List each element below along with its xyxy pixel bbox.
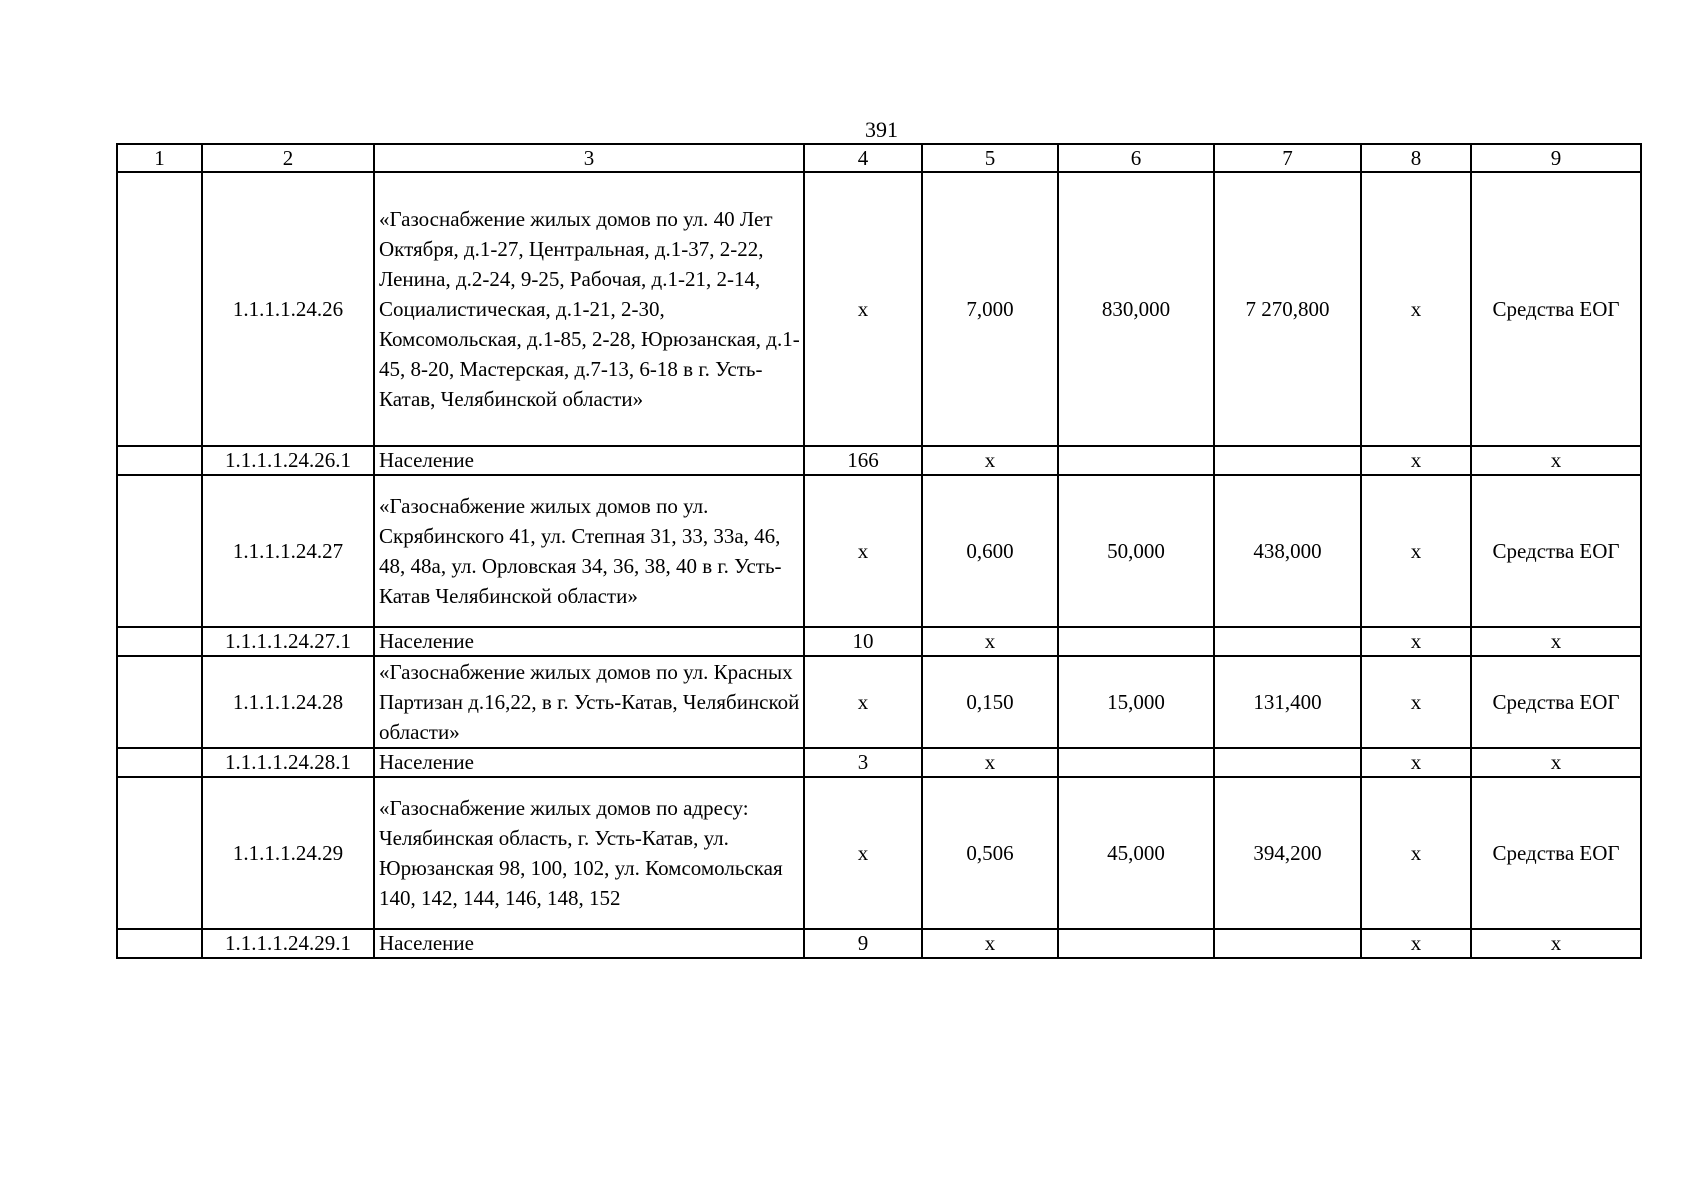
table-row: [117, 172, 1641, 446]
header-cell-9: 9: [1471, 144, 1641, 172]
col6-cell: 830,000: [1058, 172, 1214, 446]
funding-source-cell: Средства ЕОГ: [1471, 656, 1641, 748]
col6-cell: [1058, 748, 1214, 777]
col5-cell: х: [922, 929, 1058, 958]
header-row: [117, 144, 1641, 172]
description-cell: Население: [374, 748, 804, 777]
header-cell-5: 5: [922, 144, 1058, 172]
header-cell-6: 6: [1058, 144, 1214, 172]
col4-cell: 9: [804, 929, 922, 958]
col8-cell: х: [1361, 656, 1471, 748]
col7-cell: 394,200: [1214, 777, 1361, 929]
col7-cell: 7 270,800: [1214, 172, 1361, 446]
item-code-cell: 1.1.1.1.24.26.1: [202, 446, 374, 475]
item-code-cell: 1.1.1.1.24.27: [202, 475, 374, 627]
col5-cell: 0,506: [922, 777, 1058, 929]
col5-cell: 7,000: [922, 172, 1058, 446]
item-code-cell: 1.1.1.1.24.28: [202, 656, 374, 748]
item-code-cell: 1.1.1.1.24.28.1: [202, 748, 374, 777]
col5-cell: 0,600: [922, 475, 1058, 627]
col4-cell: х: [804, 777, 922, 929]
funding-source-cell: х: [1471, 929, 1641, 958]
description-cell: Население: [374, 929, 804, 958]
col4-cell: х: [804, 172, 922, 446]
col4-cell: 3: [804, 748, 922, 777]
table-row: [117, 748, 1641, 777]
description-cell: «Газоснабжение жилых домов по ул. Красных Партизан д.16,22, в г. Усть-Катав, Челябинской области»: [374, 656, 804, 748]
col8-cell: х: [1361, 446, 1471, 475]
description-cell: Население: [374, 627, 804, 656]
row-number-cell: [117, 748, 202, 777]
item-code-cell: 1.1.1.1.24.27.1: [202, 627, 374, 656]
header-cell-3: 3: [374, 144, 804, 172]
description-cell: Население: [374, 446, 804, 475]
col7-cell: 438,000: [1214, 475, 1361, 627]
funding-source-cell: Средства ЕОГ: [1471, 475, 1641, 627]
table-row: [117, 929, 1641, 958]
col5-cell: х: [922, 748, 1058, 777]
table-row: [117, 627, 1641, 656]
header-cell-4: 4: [804, 144, 922, 172]
item-code-cell: 1.1.1.1.24.26: [202, 172, 374, 446]
col6-cell: [1058, 446, 1214, 475]
funding-source-cell: х: [1471, 627, 1641, 656]
col6-cell: 15,000: [1058, 656, 1214, 748]
col8-cell: х: [1361, 777, 1471, 929]
row-number-cell: [117, 475, 202, 627]
funding-source-cell: Средства ЕОГ: [1471, 777, 1641, 929]
col8-cell: х: [1361, 748, 1471, 777]
col5-cell: х: [922, 446, 1058, 475]
col6-cell: 50,000: [1058, 475, 1214, 627]
funding-source-cell: х: [1471, 748, 1641, 777]
data-table: [116, 143, 1642, 959]
header-cell-2: 2: [202, 144, 374, 172]
col8-cell: х: [1361, 475, 1471, 627]
col4-cell: 10: [804, 627, 922, 656]
table-row: [117, 656, 1641, 748]
table-row: [117, 777, 1641, 929]
col6-cell: 45,000: [1058, 777, 1214, 929]
col7-cell: [1214, 748, 1361, 777]
col7-cell: [1214, 446, 1361, 475]
funding-source-cell: х: [1471, 446, 1641, 475]
row-number-cell: [117, 777, 202, 929]
col7-cell: 131,400: [1214, 656, 1361, 748]
item-code-cell: 1.1.1.1.24.29.1: [202, 929, 374, 958]
col7-cell: [1214, 929, 1361, 958]
row-number-cell: [117, 627, 202, 656]
table-row: [117, 475, 1641, 627]
col6-cell: [1058, 929, 1214, 958]
col8-cell: х: [1361, 627, 1471, 656]
row-number-cell: [117, 929, 202, 958]
col7-cell: [1214, 627, 1361, 656]
row-number-cell: [117, 172, 202, 446]
row-number-cell: [117, 446, 202, 475]
header-cell-7: 7: [1214, 144, 1361, 172]
header-cell-1: 1: [117, 144, 202, 172]
header-cell-8: 8: [1361, 144, 1471, 172]
row-number-cell: [117, 656, 202, 748]
description-cell: «Газоснабжение жилых домов по ул. 40 Лет Октября, д.1-27, Центральная, д.1-37, 2-22, Ленина, д.2-24, 9-25, Рабочая, д.1-21, 2-14, Социалистическая, д.1-21, 2-30, Комсомольская, д.1-85, 2-28, Юрюзанская, д.1-45, 8-20, Мастерская, д.7-13, 6-18 в г. Усть-Катав, Челябинской области»: [374, 172, 804, 446]
col4-cell: х: [804, 656, 922, 748]
table-row: [117, 446, 1641, 475]
col6-cell: [1058, 627, 1214, 656]
col5-cell: х: [922, 627, 1058, 656]
item-code-cell: 1.1.1.1.24.29: [202, 777, 374, 929]
page-number: 391: [865, 117, 898, 142]
col5-cell: 0,150: [922, 656, 1058, 748]
description-cell: «Газоснабжение жилых домов по адресу: Челябинская область, г. Усть-Катав, ул. Юрюзанская 98, 100, 102, ул. Комсомольская 140, 142, 144, 146, 148, 152: [374, 777, 804, 929]
funding-source-cell: Средства ЕОГ: [1471, 172, 1641, 446]
col4-cell: 166: [804, 446, 922, 475]
col8-cell: х: [1361, 172, 1471, 446]
col4-cell: х: [804, 475, 922, 627]
col8-cell: х: [1361, 929, 1471, 958]
description-cell: «Газоснабжение жилых домов по ул. Скрябинского 41, ул. Степная 31, 33, 33а, 46, 48, 48а, ул. Орловская 34, 36, 38, 40 в г. Усть-Катав Челябинской области»: [374, 475, 804, 627]
